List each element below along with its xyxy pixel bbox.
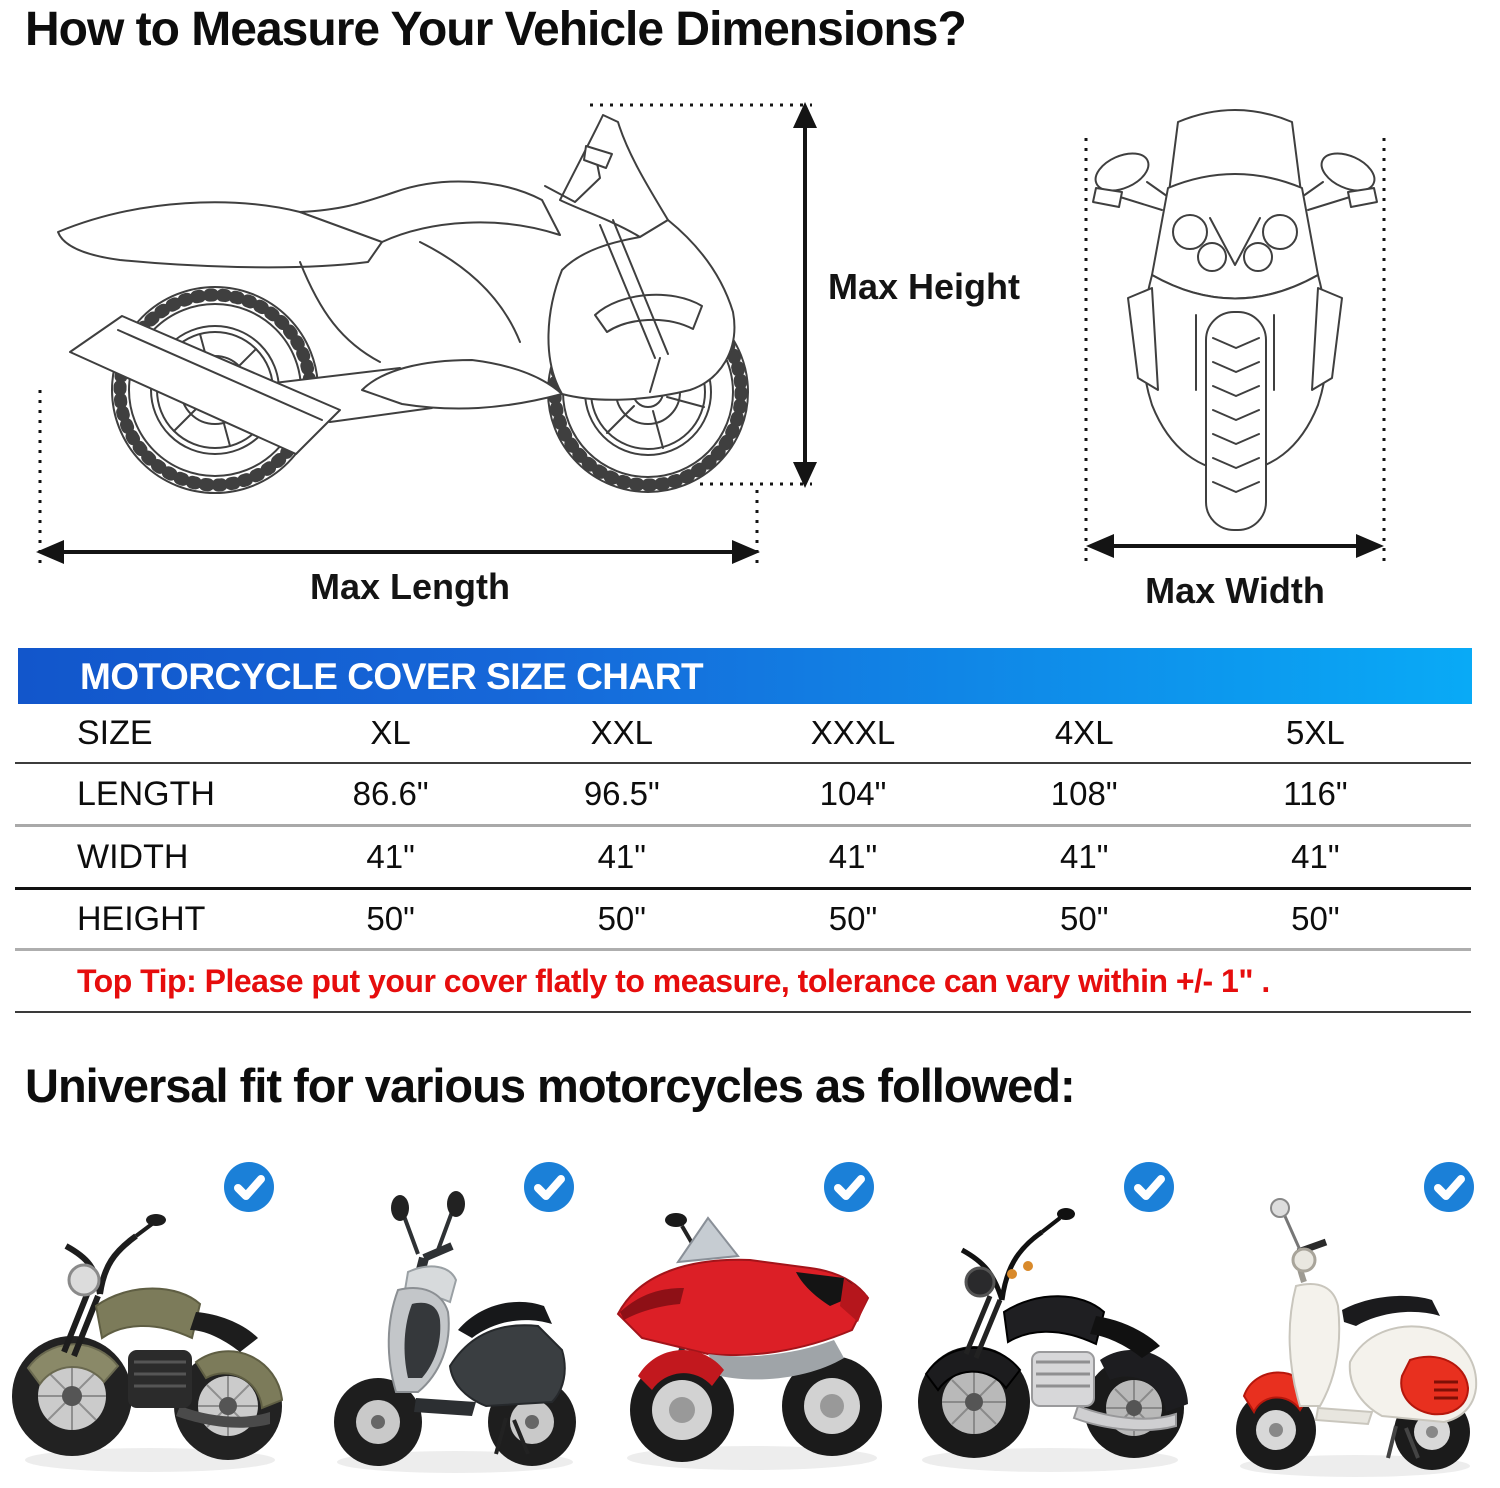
bike-photo-vintage-scooter	[1200, 1150, 1500, 1488]
size-col: XXL	[590, 714, 653, 751]
size-col: 4XL	[1054, 714, 1114, 751]
size-chart-table	[15, 704, 1471, 1013]
length-value: 116"	[1283, 775, 1348, 812]
length-value: 108"	[1050, 775, 1118, 812]
height-value: 50"	[1059, 900, 1109, 937]
size-col: XL	[370, 714, 411, 751]
tip-text: Top Tip: Please put your cover flatly to measure, tolerance can vary within +/- 1" .	[77, 963, 1270, 999]
table-row-height	[15, 890, 1471, 951]
side-view-motorcycle-line-art	[58, 115, 748, 493]
max-width-label: Max Width	[1145, 570, 1325, 611]
row-label: LENGTH	[77, 774, 215, 813]
bike-photo-black-cruiser	[900, 1150, 1200, 1488]
width-value: 41"	[597, 838, 646, 875]
size-col: XXXL	[810, 714, 896, 751]
height-value: 50"	[366, 900, 415, 937]
table-row-length	[15, 764, 1471, 827]
table-row-tip	[15, 951, 1471, 1013]
measurement-diagram-svg	[0, 60, 1500, 640]
front-view-motorcycle-line-art	[1090, 110, 1380, 530]
size-chart-title: MOTORCYCLE COVER SIZE CHART	[80, 656, 704, 697]
red-sport-bike-illustration	[600, 1154, 900, 1484]
row-label: HEIGHT	[77, 899, 206, 938]
length-value: 96.5"	[583, 775, 660, 812]
page-title: How to Measure Your Vehicle Dimensions?	[25, 3, 966, 56]
bike-photo-olive-cruiser	[0, 1150, 300, 1488]
max-length-label: Max Length	[309, 566, 510, 607]
table-row-width	[15, 827, 1471, 890]
gray-scooter-illustration	[300, 1154, 600, 1484]
bike-photo-red-sport-bike	[600, 1150, 900, 1488]
table-row-size	[15, 704, 1471, 764]
width-value: 41"	[828, 838, 878, 875]
row-label: WIDTH	[77, 837, 189, 876]
length-value: 86.6"	[352, 775, 429, 812]
size-chart-header	[18, 648, 1472, 704]
size-col: 5XL	[1286, 714, 1345, 751]
measurement-diagram	[0, 60, 1500, 640]
height-value: 50"	[1291, 900, 1340, 937]
bike-photo-gray-scooter	[300, 1150, 600, 1488]
universal-fit-gallery	[0, 1150, 1500, 1488]
row-label: SIZE	[77, 713, 153, 752]
vintage-scooter-illustration	[1200, 1154, 1500, 1484]
olive-cruiser-illustration	[0, 1154, 300, 1484]
width-value: 41"	[1291, 838, 1340, 875]
height-value: 50"	[828, 900, 878, 937]
universal-fit-heading: Universal fit for various motorcycles as followed:	[25, 1059, 1075, 1112]
length-value: 104"	[819, 775, 887, 812]
width-value: 41"	[366, 838, 415, 875]
width-value: 41"	[1059, 838, 1109, 875]
height-value: 50"	[597, 900, 646, 937]
max-height-label: Max Height	[828, 266, 1021, 307]
black-cruiser-illustration	[900, 1154, 1200, 1484]
